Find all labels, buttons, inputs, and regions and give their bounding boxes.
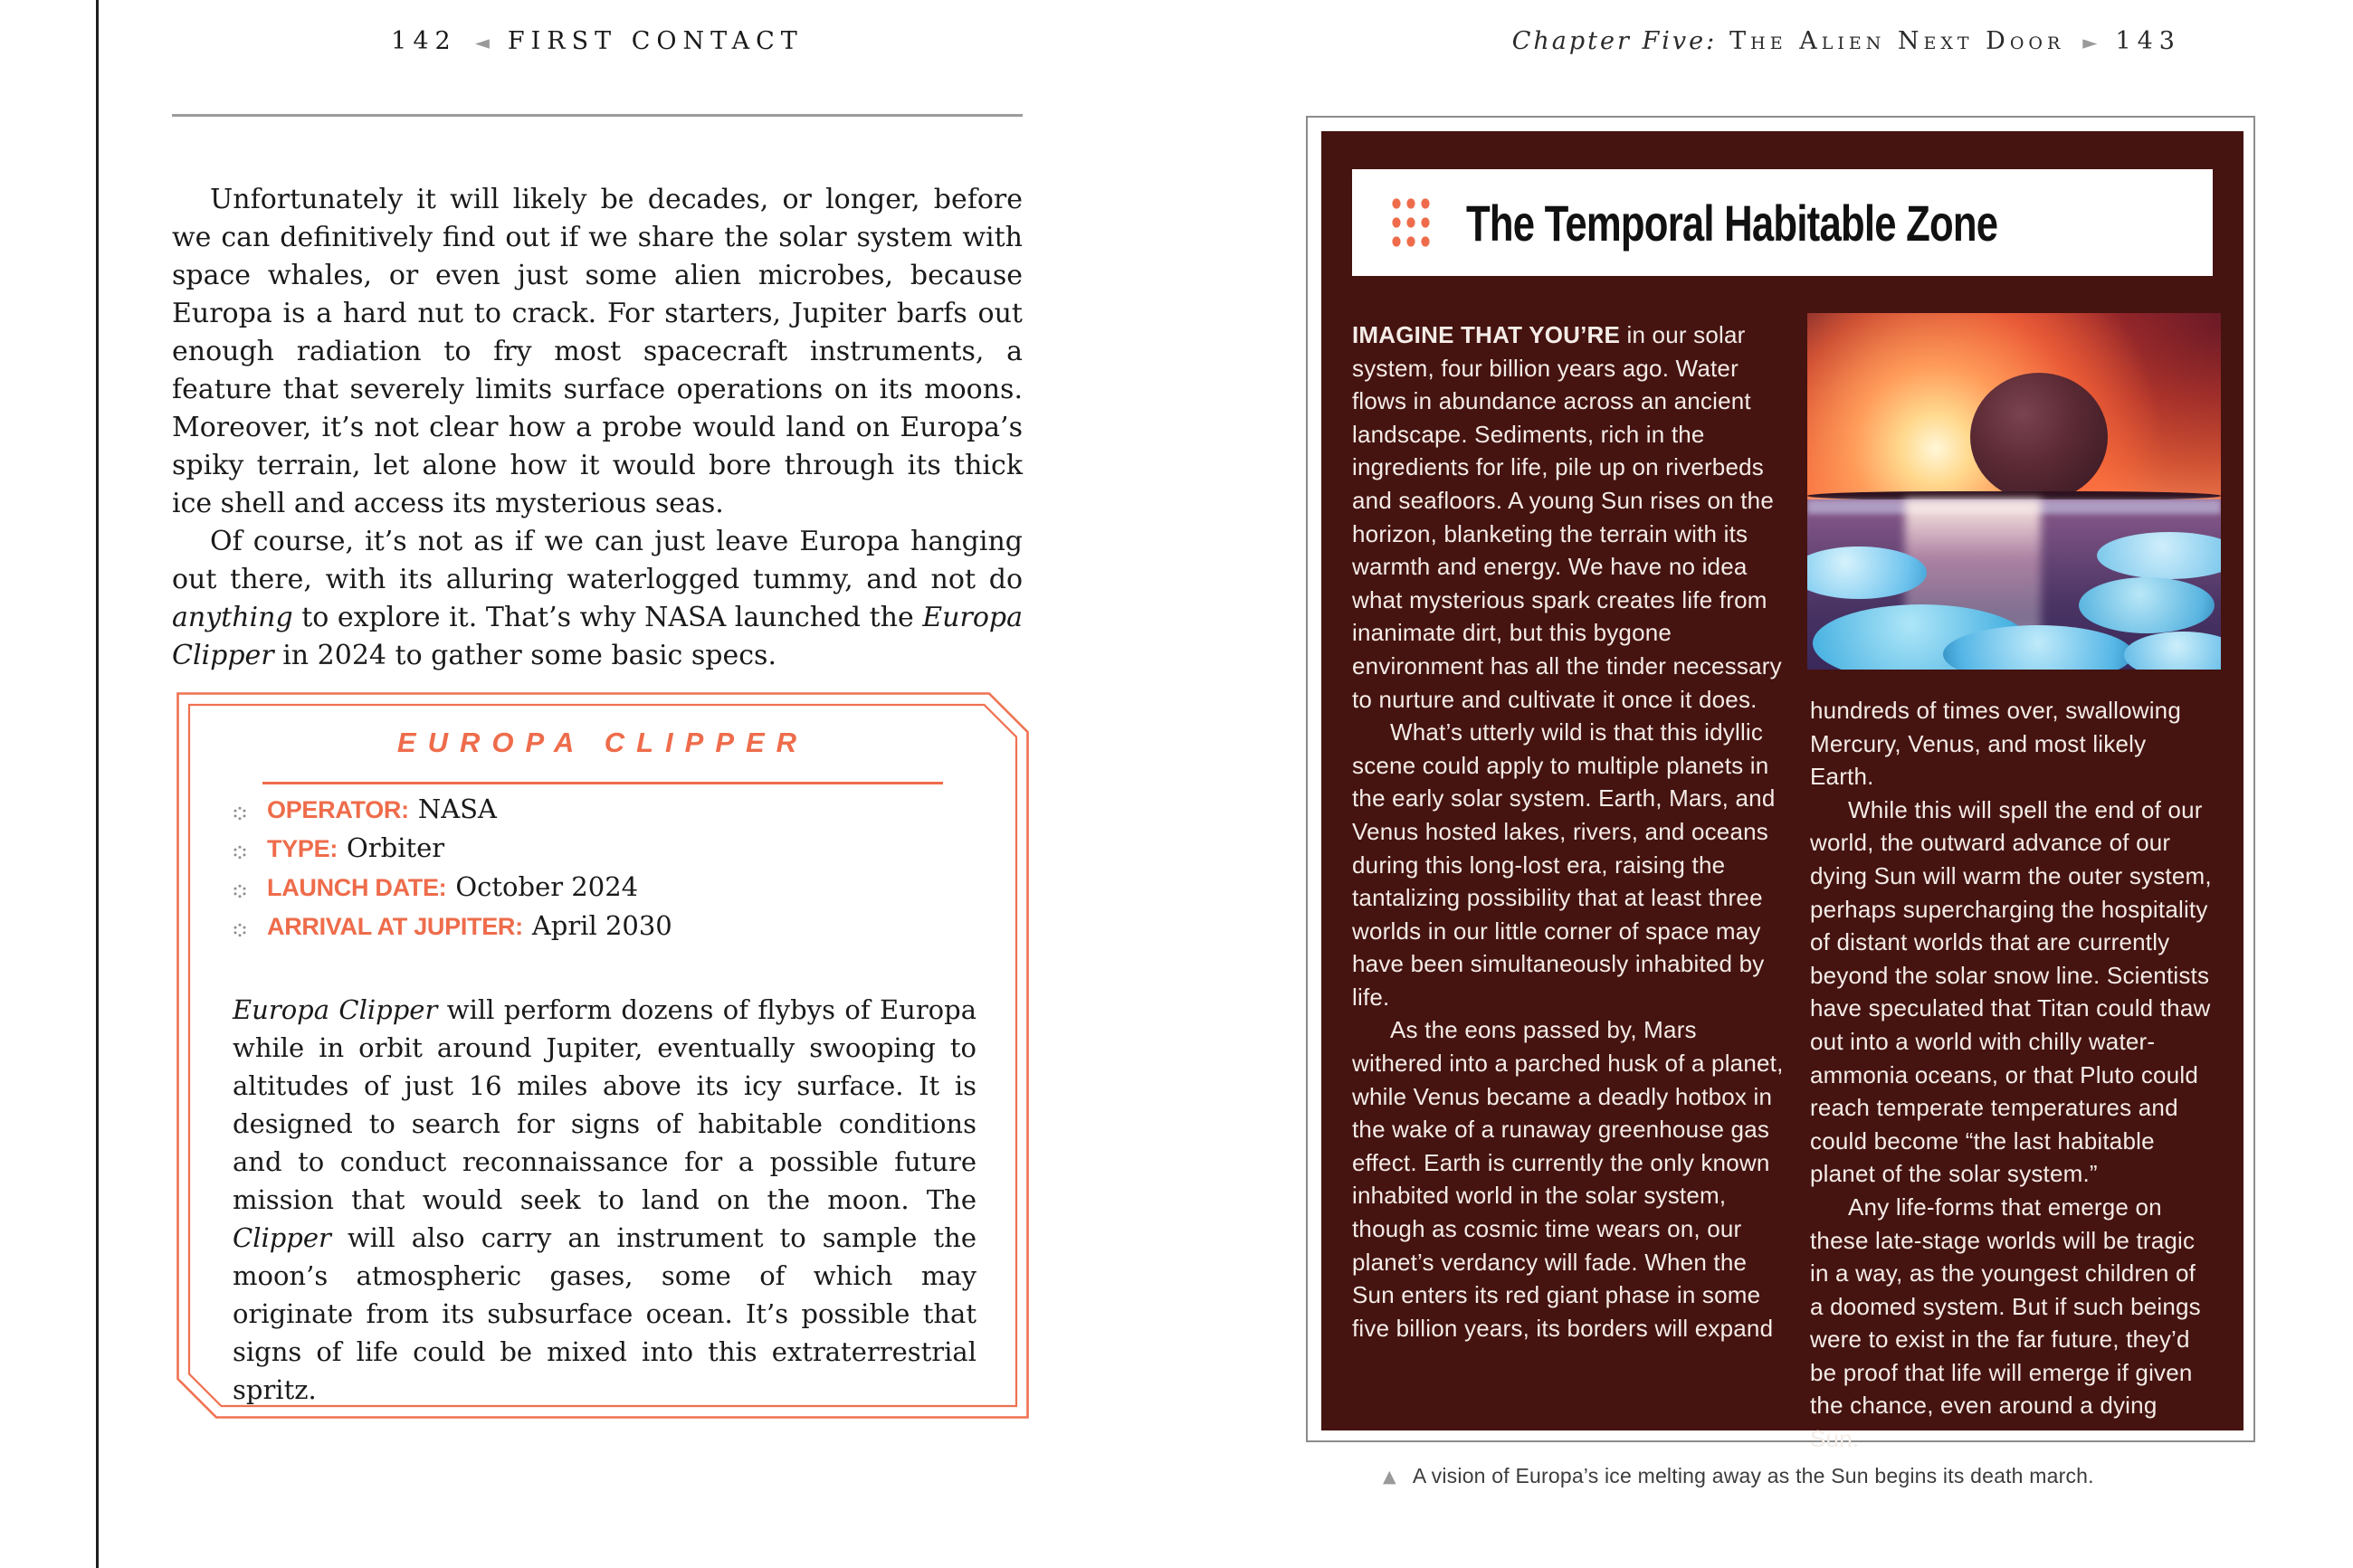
figure-caption bbox=[1383, 1464, 2252, 1489]
paragraph: As the eons passed by, Mars withered into a parched husk of a planet, while Venus became a deadly hotbox in the wake of a runaway greenhouse gas effect. Earth is currently the only known inhabited world in the solar system, though as cosmic time wears on, our planet’s verdancy will fade. When the Sun enters its red giant phase in some five billion years, its borders will expand bbox=[1352, 1016, 1784, 1342]
paragraph: hundreds of times over, swallowing Mercury, Venus, and most likely Earth. bbox=[1810, 697, 2182, 791]
spine-rule bbox=[96, 0, 99, 1568]
caption-text: A vision of Europa’s ice melting away as the Sun begins its death march. bbox=[1412, 1464, 2094, 1487]
fact-row bbox=[233, 871, 672, 910]
fact-box-title: EUROPA CLIPPER bbox=[396, 727, 809, 758]
fact-row bbox=[233, 794, 672, 832]
paragraph: What’s utterly wild is that this idyllic scene could apply to multiple planets in the early solar system. Earth, Mars, and Venus hosted lakes, rivers, and oceans during this long-lost era, raising the tantalizing possibility that at least three worlds in our little corner of space may have been simultaneously inhabited by life. bbox=[1352, 718, 1776, 1011]
triangle-left-icon: ◄ bbox=[474, 32, 490, 53]
chapter-title: The Alien Next Door bbox=[1729, 27, 2065, 55]
europa-sun-illustration bbox=[1807, 313, 2221, 670]
caption-triangle-icon: ▲ bbox=[1383, 1467, 1396, 1487]
feature-frame bbox=[1306, 116, 2255, 1453]
dotted-bullet-icon bbox=[233, 806, 247, 821]
header-rule bbox=[172, 114, 1023, 117]
feature-box bbox=[1321, 131, 2243, 1453]
page-number-left: 142 bbox=[391, 27, 457, 55]
fact-value: NASA bbox=[417, 794, 497, 824]
paragraph: Of course, it’s not as if we can just leave Europa hanging out there, with its alluring waterlogged tummy, and not do anything to explore it. That’s why NASA launched the Europa Clipper in 2024 to gather some basic specs. bbox=[172, 526, 1023, 671]
paragraph: Unfortunately it will likely be decades, or longer, before we can definitively find out if we share the solar system with space whales, or even just some alien microbes, because Europa is a hard nut to crack. For starters, Jupiter barfs out enough radiation to fry most spacecraft instruments, a feature that severely limits surface operations on its moons. Moreover, it’s not clear how a probe would land on Europa’s spiky terrain, let alone how it would bore through its thick ice shell and access its mysterious seas. bbox=[172, 184, 1023, 519]
fact-value: Orbiter bbox=[347, 832, 445, 863]
dotted-bullet-icon bbox=[233, 845, 247, 860]
triangle-right-icon: ► bbox=[2082, 32, 2098, 53]
fact-label: TYPE: bbox=[267, 835, 338, 862]
dots-grid-icon bbox=[1390, 196, 1432, 249]
europa-clipper-fact-box bbox=[176, 692, 1029, 1419]
feature-title: The Temporal Habitable Zone bbox=[1466, 194, 1998, 252]
page-header-left bbox=[172, 27, 1023, 55]
paragraph: IMAGINE THAT YOU’RE in our solar system, four billion years ago. Water flows in abundance across an ancient landscape. Sediments, rich in the ingredients for life, pile up on riverbeds and seafloors. A young Sun rises on the horizon, blanketing the terrain with its warmth and energy. We have no idea what mysterious spark creates life from inanimate dirt, but this bygone environment has all the tinder necessary to nurture and cultivate it once it does. bbox=[1352, 321, 1782, 713]
ice-floe bbox=[2079, 577, 2215, 633]
dotted-bullet-icon bbox=[233, 923, 247, 937]
fact-value: April 2030 bbox=[531, 910, 672, 941]
page-header-right bbox=[1306, 27, 2181, 55]
fact-row bbox=[233, 832, 672, 871]
feature-column-left bbox=[1352, 318, 1785, 1345]
paragraph: While this will spell the end of our world, the outward advance of our dying Sun will warm the outer system, perhaps supercharging the hospitality of distant worlds that are currently beyond the solar snow line. Scientists have speculated that Titan could thaw out into a world with chilly water-ammonia oceans, or that Pluto could reach temperate temperatures and could become “the last habitable planet of the solar system.” bbox=[1810, 795, 2212, 1188]
dotted-bullet-icon bbox=[233, 884, 247, 898]
fact-box-body: Europa Clipper will perform dozens of flybys of Europa while in orbit around Jupiter, eventually swooping to altitudes of just 16 miles above its icy surface. It is designed to search for signs of habitable conditions and to conduct reconnaissance for a possible future mission that would seek to land on the moon. The Clipper will also carry an instrument to sample the moon’s atmospheric gases, some of which may originate from its subsurface ocean. It’s possible that signs of life could be mixed into this extraterrestrial spritz. bbox=[233, 994, 976, 1405]
fact-value: October 2024 bbox=[455, 871, 639, 902]
section-title: FIRST CONTACT bbox=[507, 27, 804, 55]
body-text-left bbox=[172, 181, 1023, 675]
paragraph: Any life-forms that emerge on these late-stage worlds will be tragic in a way, as the youngest children of a doomed system. But if such beings were to exist in the far future, they’d be proof that life will emerge if given the chance, even around a dying Sun. bbox=[1810, 1193, 2201, 1453]
page-number-right: 143 bbox=[2115, 27, 2181, 55]
fact-list bbox=[233, 794, 672, 949]
chapter-label: Chapter Five: bbox=[1511, 27, 1718, 55]
fact-box-rule bbox=[262, 782, 943, 784]
fact-label: OPERATOR: bbox=[267, 796, 409, 823]
fact-row bbox=[233, 910, 672, 949]
illustration-dying-sun bbox=[1970, 373, 2108, 501]
fact-label: LAUNCH DATE: bbox=[267, 874, 447, 901]
feature-header-bar bbox=[1352, 169, 2213, 276]
fact-label: ARRIVAL AT JUPITER: bbox=[267, 913, 523, 940]
feature-column-right bbox=[1810, 694, 2213, 1456]
